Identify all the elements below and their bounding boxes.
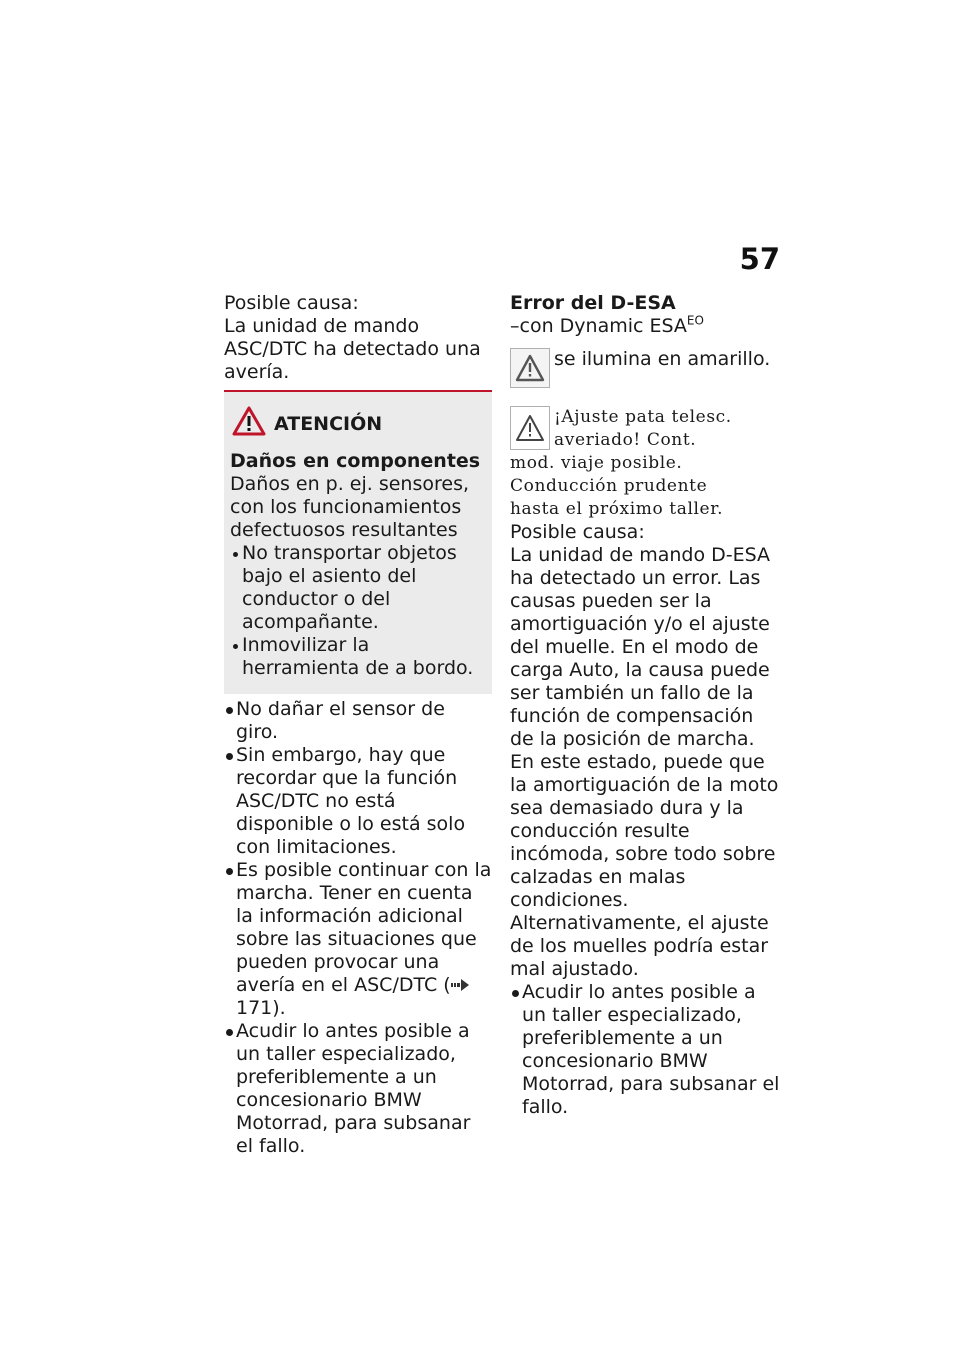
cause-text: La unidad de mando D-ESA ha detectado un error. Las causas pueden ser la amortiguación y/o el ajuste del muelle. En el modo de carga Auto, la causa puede ser también un fallo de la función de compensación de la posición de marcha. En este estado, puede que la amortiguación de la moto sea demasiado dura y la conducción resulte incómoda, sobre todo sobre calzadas en malas condiciones. Alternativamente, el ajuste de los muelles podría estar mal ajustado. <box>510 544 779 980</box>
cause-text: La unidad de mando ASC/DTC ha detectado una avería. <box>224 315 481 383</box>
list-item <box>224 859 492 1020</box>
general-warning-icon <box>510 406 550 450</box>
warning-triangle-icon <box>232 406 266 442</box>
warning-list <box>230 542 486 680</box>
right-column <box>510 292 780 1119</box>
display-message-start <box>554 406 732 452</box>
instruction-list <box>510 981 780 1119</box>
list-item: Acudir lo antes posible a un taller especializado, preferiblemente a un concesionario BMW Motorrad, para subsanar el fallo. <box>224 1020 492 1158</box>
display-message-row <box>510 406 780 452</box>
indicator-text: se ilumina en amarillo. <box>554 348 771 370</box>
warning-indicator-icon <box>510 348 550 388</box>
list-item: Acudir lo antes posible a un taller especializado, preferiblemente a un concesionario BMW Motorrad, para subsanar el fallo. <box>510 981 780 1119</box>
cause-label: Posible causa: <box>510 521 645 543</box>
option-code: EO <box>686 313 704 328</box>
warning-box <box>224 392 492 694</box>
display-message-line: Conducción prudente <box>510 476 708 496</box>
list-item: No dañar el sensor de giro. <box>224 698 492 744</box>
display-message-line: hasta el próximo taller. <box>510 499 724 519</box>
cause-label: Posible causa: <box>224 292 359 314</box>
list-item-text: Es posible continuar con la marcha. Tener en cuenta la información adicional sobre las situaciones que pueden provocar una avería en el ASC/DTC ( <box>236 859 492 996</box>
warning-title: ATENCIÓN <box>274 412 383 435</box>
display-message-line: averiado! Cont. <box>554 430 697 450</box>
page-reference[interactable]: 171). <box>236 997 286 1019</box>
warning-header <box>232 406 486 442</box>
display-message-line: mod. viaje posible. <box>510 453 683 473</box>
page-number: 57 <box>739 242 780 276</box>
warning-item: No transportar objetos bajo el asiento del conductor o del acompañante. <box>230 542 486 634</box>
warning-item: Inmovilizar la herramienta de a bordo. <box>230 634 486 680</box>
indicator-row <box>510 348 780 388</box>
left-column <box>224 292 492 1158</box>
section-title: Error del D-ESA <box>510 292 676 314</box>
section-subtitle-text: –con Dynamic ESA <box>510 315 687 337</box>
page-reference-arrow-icon <box>451 974 471 997</box>
warning-subtitle: Daños en componentes <box>230 450 481 472</box>
instruction-list <box>224 698 492 1158</box>
warning-text: Daños en p. ej. sensores, con los funcionamientos defectuosos resultantes <box>230 473 470 541</box>
list-item: Sin embargo, hay que recordar que la función ASC/DTC no está disponible o lo está solo con limitaciones. <box>224 744 492 859</box>
display-message-line: ¡Ajuste pata telesc. <box>554 407 732 427</box>
section-subtitle <box>510 315 780 338</box>
